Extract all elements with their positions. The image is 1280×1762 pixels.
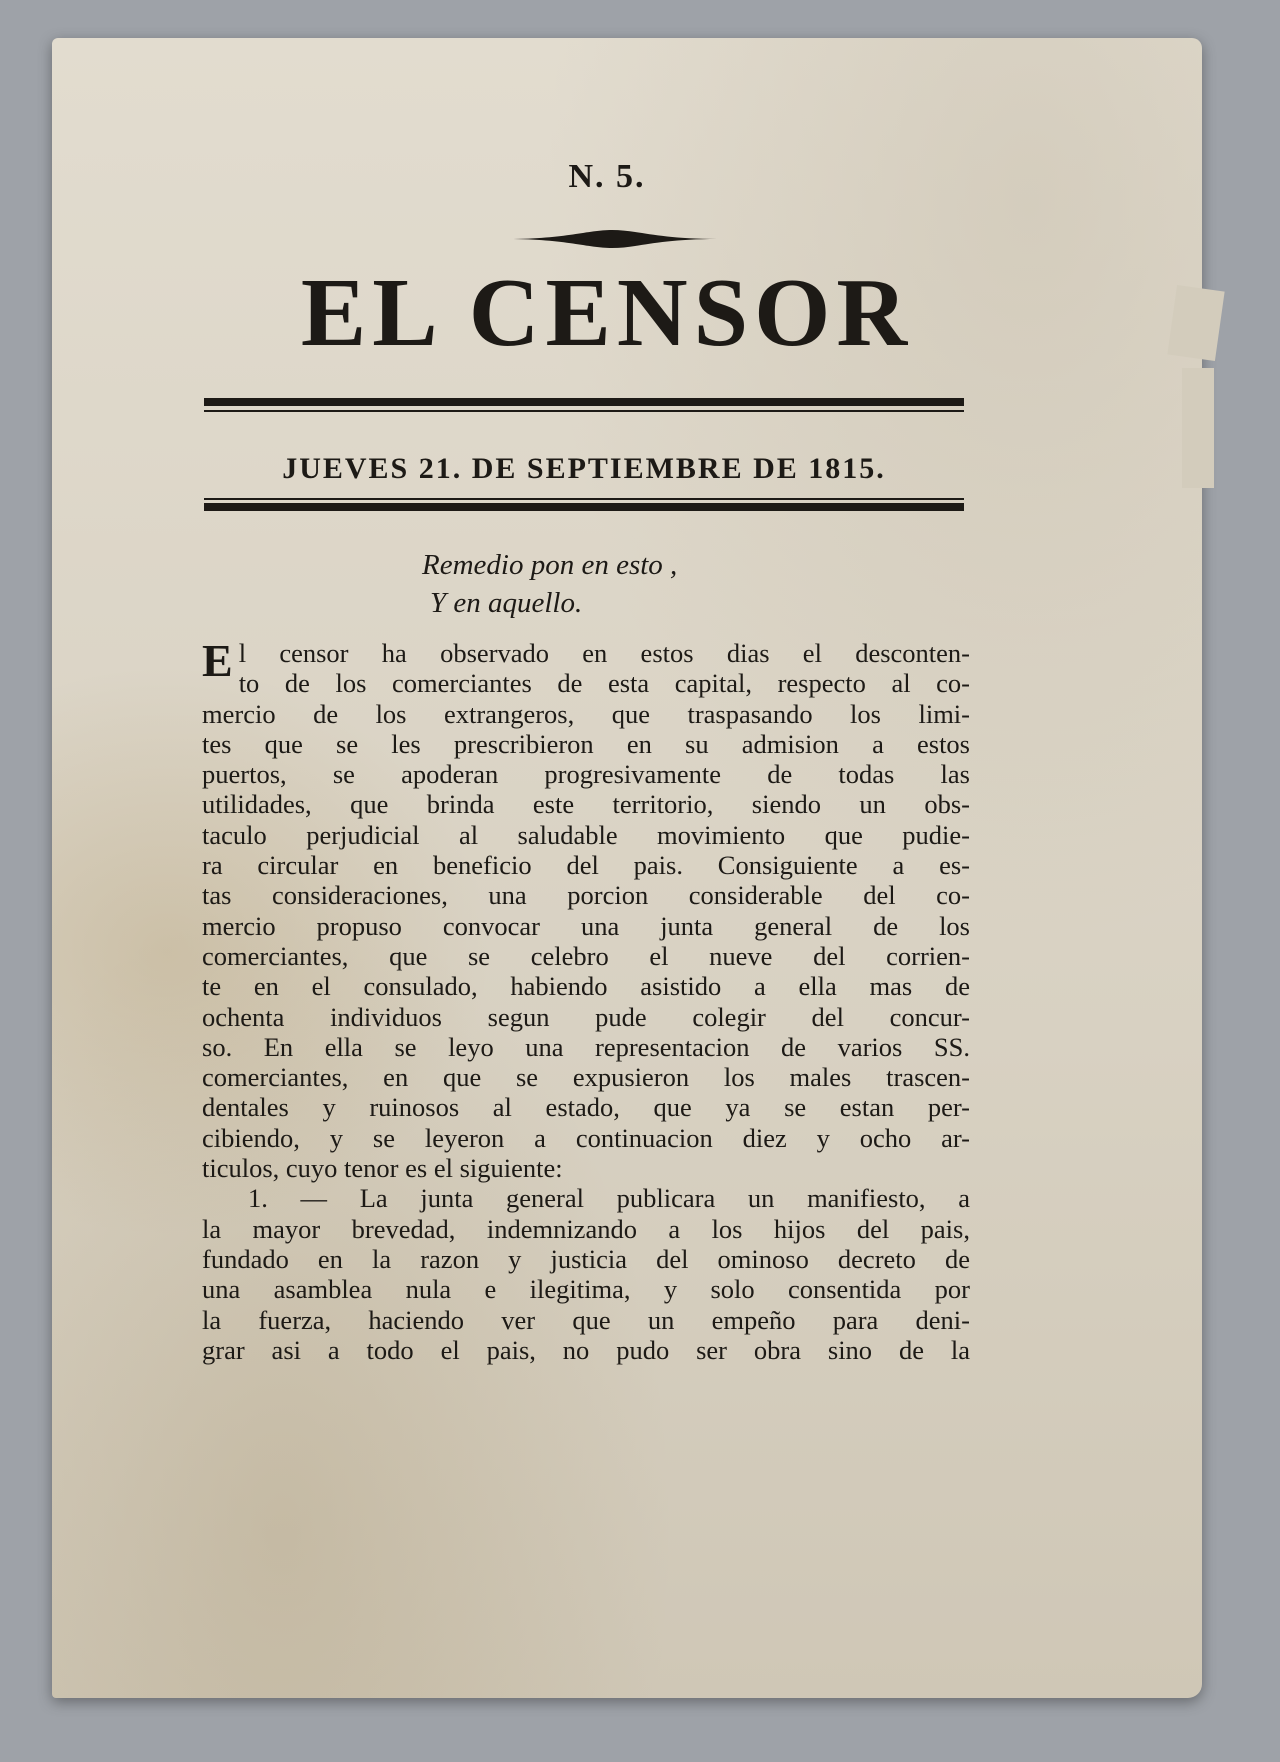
article-line: la fuerza, haciendo ver que un empeño para deni- — [202, 1304, 970, 1335]
article-line: mercio de los extrangeros, que traspasando los limi- — [202, 698, 970, 729]
article-line: una asamblea nula e ilegitima, y solo consentida por — [202, 1274, 970, 1305]
article-line: 1. — La junta general publicara un manifiesto, a — [248, 1183, 970, 1214]
article-line: so. En ella se leyo una representacion de varios SS. — [202, 1031, 970, 1062]
epigraph-line: Y en aquello. — [430, 587, 583, 619]
article-line: puertos, se apoderan progresivamente de todas las — [202, 759, 970, 790]
article-line: ochenta individuos segun pude colegir del concur- — [202, 1001, 970, 1032]
article-line: cibiendo, y se leyeron a continuacion diez y ocho ar- — [202, 1122, 970, 1153]
epigraph — [422, 546, 677, 622]
article-line: to de los comerciantes de esta capital, respecto al co- — [238, 668, 970, 699]
article-line: dentales y ruinosos al estado, que ya se estan per- — [202, 1092, 970, 1123]
torn-edge — [1167, 285, 1224, 361]
article-line: comerciantes, en que se expusieron los males trascen- — [202, 1062, 970, 1093]
article-line: tes que se les prescribieron en su admision a estos — [202, 728, 970, 759]
thin-rule — [204, 498, 964, 500]
issue-number: N. 5. — [568, 158, 646, 195]
article-line: fundado en la razon y justicia del ominoso decreto de — [202, 1243, 970, 1274]
article-body — [202, 635, 970, 1365]
epigraph-line: Remedio pon en esto , — [422, 549, 678, 581]
article-line: ticulos, cuyo tenor es el siguiente: — [202, 1153, 563, 1184]
article-line: tas consideraciones, una porcion considerable del co- — [202, 880, 970, 911]
drop-cap: E — [202, 635, 233, 686]
thin-rule — [204, 410, 964, 412]
article-line: comerciantes, que se celebro el nueve del corrien- — [202, 940, 970, 971]
first-line-text: l censor ha observado en estos dias el desconten- — [238, 638, 970, 668]
article-line: la mayor brevedad, indemnizando a los hijos del pais, — [202, 1213, 970, 1244]
article-line: te en el consulado, habiendo asistido a ella mas de — [202, 971, 970, 1002]
newspaper-page — [52, 38, 1202, 1698]
article-line: utilidades, que brinda este territorio, siendo un obs- — [202, 789, 970, 820]
article-line: ra circular en beneficio del pais. Consiguiente a es- — [202, 850, 970, 881]
thick-rule — [204, 503, 964, 511]
dateline: JUEVES 21. DE SEPTIEMBRE DE 1815. — [282, 452, 886, 485]
masthead-title: EL CENSOR — [300, 259, 914, 367]
torn-edge — [1182, 368, 1214, 488]
article-line: grar asi a todo el pais, no pudo ser obra sino de la — [202, 1334, 970, 1365]
ornament-rule — [507, 228, 717, 250]
thick-rule — [204, 398, 964, 406]
article-line: mercio propuso convocar una junta general de los — [202, 910, 970, 941]
article-line: taculo perjudicial al saludable movimiento que pudie- — [202, 819, 970, 850]
